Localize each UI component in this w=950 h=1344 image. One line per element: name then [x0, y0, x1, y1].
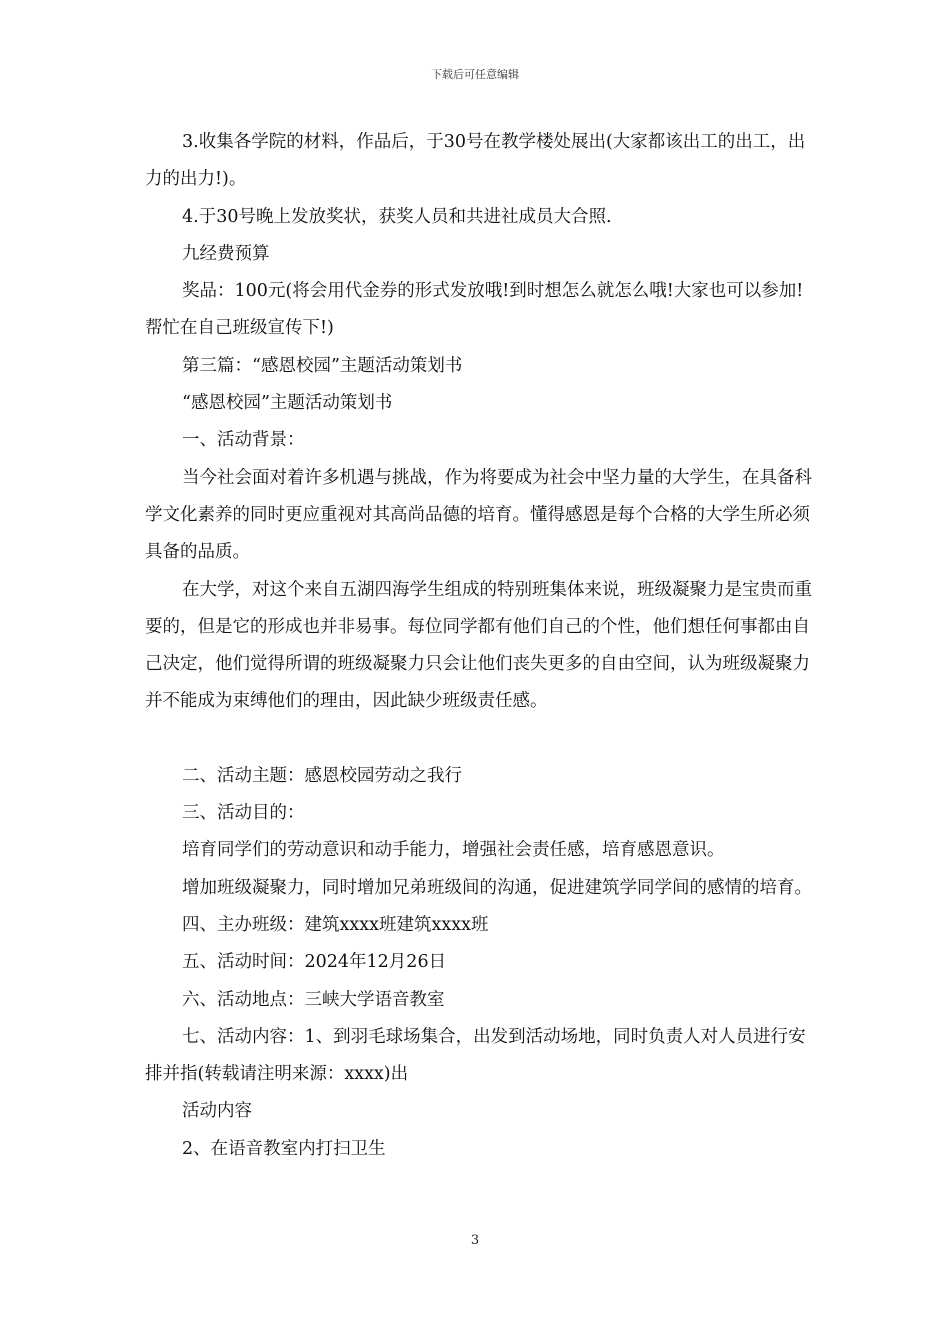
paragraph: 在大学，对这个来自五湖四海学生组成的特别班集体来说，班级凝聚力是宝贵而重要的，但是它的形成也并非易事。每位同学都有他们自己的个性，他们想任何事都由自己决定，他们觉得所谓的班级凝聚力只会让他们丧失更多的自由空间，认为班级凝聚力并不能成为束缚他们的理由，因此缺少班级责任感。	[145, 579, 812, 712]
section-heading: 九经费预算	[182, 243, 270, 264]
paragraph: 当今社会面对着许多机遇与挑战，作为将要成为社会中坚力量的大学生，在具备科学文化素养的同时更应重视对其高尚品德的培育。懂得感恩是每个合格的大学生所必须具备的品质。	[145, 467, 812, 563]
page-number: 3	[470, 1233, 480, 1248]
blank-line	[145, 721, 817, 758]
section-heading: 六、活动地点：三峡大学语音教室	[182, 989, 445, 1010]
document-title: “感恩校园”主题活动策划书	[182, 393, 393, 414]
paragraph: 培育同学们的劳动意识和动手能力，增强社会责任感，培育感恩意识。	[182, 840, 725, 861]
section-heading: 一、活动背景：	[182, 430, 305, 451]
paragraph: 增加班级凝聚力，同时增加兄弟班级间的沟通，促进建筑学同学间的感情的培育。	[182, 877, 812, 898]
section-heading: 七、活动内容：1、到羽毛球场集合，出发到活动场地，同时负责人对人员进行安排并指(转载请注明来源：xxxx)出	[145, 1026, 806, 1085]
section-heading: 五、活动时间：2024年12月26日	[182, 952, 447, 973]
paragraph: 2、在语音教室内打扫卫生	[182, 1138, 386, 1159]
paragraph: 4.于30号晚上发放奖状，获奖人员和共进社成员大合照.	[182, 206, 612, 227]
section-heading: 二、活动主题：感恩校园劳动之我行	[182, 765, 462, 786]
page-header: 下载后可任意编辑	[431, 68, 519, 81]
paragraph: 活动内容	[182, 1101, 252, 1122]
article-title: 第三篇：“感恩校园”主题活动策划书	[182, 355, 463, 376]
section-heading: 三、活动目的：	[182, 803, 305, 824]
section-heading: 四、主办班级：建筑xxxx班建筑xxxx班	[182, 914, 489, 935]
paragraph: 奖品：100元(将会用代金券的形式发放哦!到时想怎么就怎么哦!大家也可以参加!帮忙在自己班级宣传下!)	[145, 281, 804, 339]
document-body	[145, 124, 817, 1168]
paragraph: 3.收集各学院的材料，作品后，于30号在教学楼处展出(大家都该出工的出工，出力的出力!)。	[145, 132, 806, 190]
